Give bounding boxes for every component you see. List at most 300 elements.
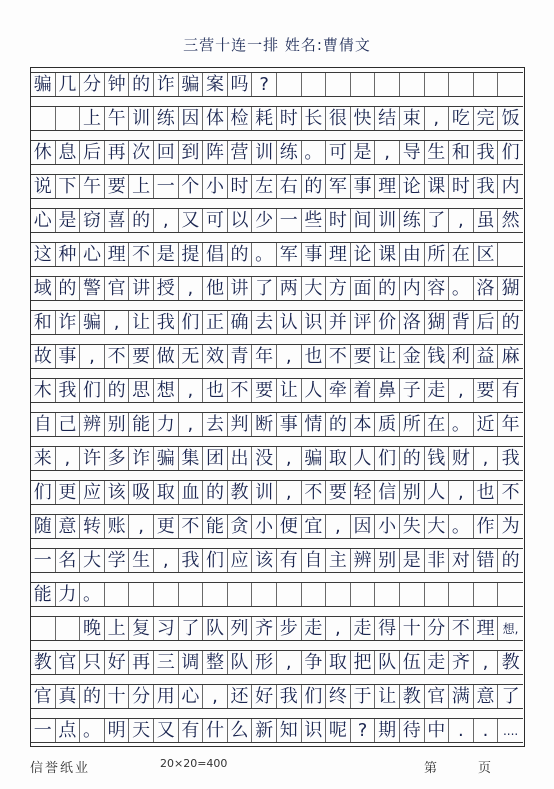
grid-cell: 几: [56, 73, 81, 96]
grid-cell: 队: [375, 651, 400, 674]
grid-cell: 让: [375, 345, 400, 368]
grid-cell: 内: [501, 175, 520, 197]
grid-cell: 断: [252, 413, 277, 436]
grid-cell: 吗: [228, 73, 253, 96]
grid-cell: 骗: [31, 73, 56, 96]
grid-cell: 么: [228, 719, 253, 742]
grid-cell: [252, 583, 277, 606]
grid-cell: 们: [179, 311, 204, 334]
grid-cell: 结: [375, 107, 400, 130]
grid-cell: 牵: [326, 379, 351, 402]
grid-cell: [302, 583, 327, 606]
grid-cell: 的: [80, 685, 105, 708]
grid-cell: 耗: [252, 107, 277, 130]
grid-cell: [375, 583, 400, 606]
grid-cell: 也: [474, 481, 499, 504]
grid-cell: 大: [425, 515, 450, 538]
grid-cell: 明: [105, 719, 130, 742]
grid-cell: 不: [326, 345, 351, 368]
grid-cell: 步: [277, 617, 302, 640]
grid-cell: 复: [129, 617, 154, 640]
grid-cell: 呢: [326, 719, 351, 742]
grid-cell: 想,: [502, 621, 519, 636]
grid-cell: 要: [474, 379, 499, 402]
grid-cell: 我: [474, 141, 499, 164]
grid-cell: ,: [56, 447, 81, 470]
footer-brand: 信誉纸业: [30, 761, 91, 776]
grid-cell: [56, 107, 81, 130]
grid-cell: ,: [179, 277, 204, 300]
grid-cell: 课: [425, 175, 450, 198]
grid-cell: 可: [203, 209, 228, 232]
grid-cell: 和: [31, 311, 56, 334]
grid-cell: 并: [326, 311, 351, 334]
grid-cell: [105, 583, 130, 606]
grid-cell: 鼻: [375, 379, 400, 402]
grid-cell: 右: [277, 175, 302, 198]
grid-cell: 名: [56, 549, 81, 572]
grid-cell: 事: [302, 243, 327, 266]
grid-cell: 们: [375, 447, 400, 470]
grid-cell: 于: [351, 685, 376, 708]
grid-cell: 子: [400, 379, 425, 402]
grid-cell: 快: [351, 107, 376, 130]
grid-cell: 让: [375, 685, 400, 708]
grid-cell: 认: [277, 311, 302, 334]
grid-cell: 时: [277, 107, 302, 130]
grid-cell: 转: [80, 515, 105, 538]
grid-cell: [154, 583, 179, 606]
grid-cell: 自: [31, 413, 56, 436]
grid-cell: 木: [31, 379, 56, 402]
grid-cell: 训: [375, 209, 400, 232]
grid-cell: 便: [277, 515, 302, 538]
grid-cell: 军: [326, 175, 351, 198]
grid-cell: 对: [449, 549, 474, 572]
grid-cell: 可: [326, 141, 351, 164]
grid-cell: 能: [203, 515, 228, 538]
grid-cell: 去: [252, 311, 277, 334]
grid-row: [31, 72, 523, 97]
grid-cell: ,: [154, 209, 179, 232]
grid-cell: 小: [203, 175, 228, 198]
grid-cell: ,: [105, 311, 130, 334]
grid-cell: 一: [31, 549, 56, 572]
header-title: 三营十连一排 姓名:曹倩文: [183, 36, 371, 54]
grid-cell: 吃: [449, 107, 474, 130]
grid-cell: ,: [277, 651, 302, 674]
grid-row: [31, 718, 523, 743]
grid-cell: 利: [449, 345, 474, 368]
grid-cell: 上: [105, 617, 130, 640]
grid-cell: 心: [80, 243, 105, 266]
grid-cell: 事: [56, 345, 81, 368]
grid-cell: 自: [302, 549, 327, 572]
grid-cell: 下: [56, 175, 81, 198]
grid-cell: [351, 73, 376, 96]
grid-cell: 息: [56, 141, 81, 164]
grid-cell: 面: [351, 277, 376, 300]
grid-cell: 由: [400, 243, 425, 266]
grid-cell: 的: [203, 481, 228, 504]
grid-cell: 练: [400, 209, 425, 232]
grid-cell: [56, 617, 81, 640]
grid-cell: 识: [302, 719, 327, 742]
grid-cell: 的: [501, 549, 520, 571]
grid-cell: 账: [105, 515, 130, 538]
grid-cell: 次: [129, 141, 154, 164]
grid-cell: 要: [105, 175, 130, 198]
grid-cell: [425, 583, 450, 606]
grid-cell: 们: [80, 379, 105, 402]
grid-cell: 训: [252, 481, 277, 504]
grid-cell: 金: [400, 345, 425, 368]
grid-cell: 取: [326, 651, 351, 674]
grid-cell: 时: [228, 175, 253, 198]
grid-cell: [326, 73, 351, 96]
grid-cell: 形: [252, 651, 277, 674]
grid-cell: 真: [56, 685, 81, 708]
grid-cell: ?: [351, 719, 376, 742]
grid-cell: 取: [154, 481, 179, 504]
grid-cell: 洛: [400, 311, 425, 334]
grid-cell: 有: [277, 549, 302, 572]
grid-cell: 营: [228, 141, 253, 164]
grid-cell: 心: [179, 685, 204, 708]
grid-cell: 诈: [56, 311, 81, 334]
grid-cell: [498, 73, 523, 96]
grid-row: [31, 582, 523, 607]
grid-cell: 小: [375, 515, 400, 538]
grid-cell: 来: [31, 447, 56, 470]
grid-cell: 休: [31, 141, 56, 164]
grid-cell: ,: [129, 515, 154, 538]
grid-row: [31, 684, 523, 709]
grid-cell: 不: [129, 243, 154, 266]
grid-cell: 为: [501, 515, 520, 537]
grid-cell: 阵: [203, 141, 228, 164]
grid-cell: 这: [31, 243, 56, 266]
grid-cell: .: [474, 719, 499, 742]
grid-cell: 己: [56, 413, 81, 436]
grid-cell: 应: [228, 549, 253, 572]
grid-cell: 教: [501, 651, 520, 673]
grid-cell: 出: [228, 447, 253, 470]
grid-cell: 没: [252, 447, 277, 470]
grid-cell: 辨: [80, 413, 105, 436]
grid-cell: 所: [425, 243, 450, 266]
grid-cell: 训: [252, 141, 277, 164]
grid-cell: [228, 583, 253, 606]
grid-cell: 是: [400, 549, 425, 572]
grid-cell: 。: [302, 141, 327, 164]
grid-cell: 终: [326, 685, 351, 708]
grid-cell: 不: [449, 617, 474, 640]
grid-cell: 要: [351, 345, 376, 368]
grid-cell: 的: [228, 243, 253, 266]
grid-cell: 人: [425, 481, 450, 504]
grid-cell: 学: [105, 549, 130, 572]
grid-cell: 骗: [154, 447, 179, 470]
grid-cell: 一: [154, 175, 179, 198]
grid-cell: 知: [277, 719, 302, 742]
grid-cell: [400, 73, 425, 96]
grid-cell: 警: [80, 277, 105, 300]
grid-cell: 作: [474, 515, 499, 538]
grid-cell: 分: [129, 685, 154, 708]
grid-cell: 练: [277, 141, 302, 164]
grid-cell: 点: [56, 719, 81, 742]
grid-cell: [277, 583, 302, 606]
grid-cell: 力: [56, 583, 81, 606]
grid-cell: 价: [375, 311, 400, 334]
grid-cell: 长: [302, 107, 327, 130]
grid-cell: 争: [302, 651, 327, 674]
grid-cell: 三: [154, 651, 179, 674]
grid-cell: [179, 583, 204, 606]
grid-cell: 不: [105, 345, 130, 368]
grid-cell: ,: [375, 141, 400, 164]
grid-cell: 官: [56, 651, 81, 674]
grid-cell: 有: [501, 379, 520, 401]
grid-cell: .: [449, 719, 474, 742]
grid-cell: 满: [449, 685, 474, 708]
grid-cell: 。: [80, 583, 105, 606]
grid-cell: 虽: [474, 209, 499, 232]
grid-cell: 少: [252, 209, 277, 232]
grid-cell: 在: [425, 413, 450, 436]
grid-cell: 钱: [425, 447, 450, 470]
grid-cell: 了: [252, 277, 277, 300]
grid-cell: 和: [449, 141, 474, 164]
grid-cell: ,: [203, 685, 228, 708]
grid-row: [31, 446, 523, 471]
grid-cell: 在: [449, 243, 474, 266]
grid-cell: 理: [326, 243, 351, 266]
grid-cell: 我: [179, 549, 204, 572]
grid-cell: 们: [31, 481, 56, 504]
grid-cell: 有: [179, 719, 204, 742]
grid-cell: 宜: [302, 515, 327, 538]
grid-cell: 的: [501, 311, 520, 333]
grid-cell: 以: [228, 209, 253, 232]
grid-cell: 队: [228, 651, 253, 674]
grid-cell: 区: [474, 243, 499, 266]
grid-cell: 们: [501, 141, 520, 163]
grid-cell: 钟: [105, 73, 130, 96]
grid-cell: 大: [302, 277, 327, 300]
grid-cell: ,: [474, 651, 499, 674]
grid-cell: 回: [154, 141, 179, 164]
grid-cell: [449, 583, 474, 606]
grid-cell: 着: [351, 379, 376, 402]
grid-cell: 好: [252, 685, 277, 708]
grid-cell: 了: [179, 617, 204, 640]
grid-cell: ?: [252, 73, 277, 96]
grid-cell: 更: [56, 481, 81, 504]
grid-cell: 思: [129, 379, 154, 402]
grid-cell: 所: [400, 413, 425, 436]
grid-cell: 辨: [351, 549, 376, 572]
grid-cell: 猢: [425, 311, 450, 334]
grid-cell: 的: [375, 277, 400, 300]
grid-cell: 饭: [501, 107, 520, 129]
grid-cell: 诈: [129, 447, 154, 470]
grid-cell: 到: [179, 141, 204, 164]
grid-cell: 财: [449, 447, 474, 470]
grid-cell: 意: [56, 515, 81, 538]
footer-page-label-2: 页: [478, 761, 492, 776]
grid-cell: [425, 73, 450, 96]
grid-cell: 主: [326, 549, 351, 572]
grid-cell: ....: [502, 723, 519, 738]
grid-cell: ,: [326, 515, 351, 538]
grid-cell: 论: [400, 175, 425, 198]
grid-cell: 他: [203, 277, 228, 300]
grid-cell: [449, 73, 474, 96]
grid-cell: 待: [400, 719, 425, 742]
grid-row: [31, 480, 523, 505]
grid-cell: ,: [277, 345, 302, 368]
grid-row: [31, 378, 523, 403]
grid-cell: 两: [277, 277, 302, 300]
grid-cell: 大: [80, 549, 105, 572]
grid-cell: 效: [203, 345, 228, 368]
grid-cell: 是: [56, 209, 81, 232]
grid-cell: 评: [351, 311, 376, 334]
grid-cell: 要: [252, 379, 277, 402]
grid-cell: 教: [400, 685, 425, 708]
grid-cell: 一: [31, 719, 56, 742]
grid-cell: 内: [400, 277, 425, 300]
grid-row: [31, 242, 523, 267]
grid-cell: 窃: [80, 209, 105, 232]
grid-cell: 上: [80, 107, 105, 130]
grid-cell: 的: [129, 73, 154, 96]
grid-cell: 军: [277, 243, 302, 266]
grid-cell: 钱: [425, 345, 450, 368]
grid-cell: 分: [80, 73, 105, 96]
footer-grid-spec: 20×20=400: [160, 757, 228, 770]
grid-cell: ,: [277, 481, 302, 504]
grid-cell: 诈: [154, 73, 179, 96]
grid-cell: 因: [179, 107, 204, 130]
grid-cell: 整: [203, 651, 228, 674]
grid-cell: 方: [326, 277, 351, 300]
grid-cell: 因: [351, 515, 376, 538]
grid-cell: 我: [56, 379, 81, 402]
grid-cell: [474, 583, 499, 606]
grid-cell: [31, 617, 56, 640]
grid-cell: 训: [129, 107, 154, 130]
grid-cell: ,: [474, 447, 499, 470]
grid-cell: [302, 73, 327, 96]
grid-cell: 域: [31, 277, 56, 300]
grid-cell: 的: [129, 209, 154, 232]
grid-cell: 能: [31, 583, 56, 606]
grid-cell: ,: [154, 549, 179, 572]
grid-cell: 想: [154, 379, 179, 402]
grid-cell: 应: [80, 481, 105, 504]
grid-cell: 故: [31, 345, 56, 368]
grid-cell: [400, 583, 425, 606]
grid-cell: 倡: [203, 243, 228, 266]
grid-cell: 很: [326, 107, 351, 130]
grid-cell: 猢: [501, 277, 520, 299]
grid-cell: 也: [203, 379, 228, 402]
grid-cell: 什: [203, 719, 228, 742]
grid-cell: 队: [203, 617, 228, 640]
grid-cell: 好: [105, 651, 130, 674]
grid-cell: 。: [80, 719, 105, 742]
grid-cell: 人: [302, 379, 327, 402]
grid-cell: 更: [154, 515, 179, 538]
grid-cell: 走: [425, 651, 450, 674]
grid-cell: 质: [375, 413, 400, 436]
grid-cell: 贪: [228, 515, 253, 538]
grid-cell: 血: [179, 481, 204, 504]
grid-cell: 识: [302, 311, 327, 334]
grid-cell: 容: [425, 277, 450, 300]
grid-cell: 的: [56, 277, 81, 300]
grid-cell: 些: [302, 209, 327, 232]
grid-cell: 案: [203, 73, 228, 96]
grid-cell: 理: [474, 617, 499, 640]
grid-row: [31, 344, 523, 369]
grid-cell: 种: [56, 243, 81, 266]
grid-cell: 只: [80, 651, 105, 674]
grid-cell: 个: [179, 175, 204, 198]
grid-cell: [498, 583, 523, 606]
grid-cell: 小: [252, 515, 277, 538]
grid-row: [31, 650, 523, 675]
grid-cell: 授: [154, 277, 179, 300]
grid-cell: 然: [501, 209, 520, 231]
grid-cell: 吸: [129, 481, 154, 504]
grid-cell: ,: [449, 481, 474, 504]
grid-cell: 要: [326, 481, 351, 504]
grid-cell: 喜: [105, 209, 130, 232]
grid-cell: 们: [302, 685, 327, 708]
grid-row: [31, 514, 523, 539]
grid-cell: 年: [252, 345, 277, 368]
grid-cell: 事: [351, 175, 376, 198]
grid-cell: 。: [449, 413, 474, 436]
grid-cell: 束: [400, 107, 425, 130]
grid-cell: 天: [129, 719, 154, 742]
grid-cell: 我: [501, 447, 520, 469]
grid-cell: 本: [351, 413, 376, 436]
grid-cell: 又: [154, 719, 179, 742]
grid-cell: 理: [375, 175, 400, 198]
grid-cell: 轻: [351, 481, 376, 504]
grid-cell: 习: [154, 617, 179, 640]
grid-cell: 力: [154, 413, 179, 436]
grid-cell: 时: [449, 175, 474, 198]
grid-cell: 走: [351, 617, 376, 640]
grid-cell: 讲: [228, 277, 253, 300]
grid-cell: 失: [400, 515, 425, 538]
grid-cell: 上: [129, 175, 154, 198]
grid-cell: ,: [179, 413, 204, 436]
grid-cell: 情: [302, 413, 327, 436]
grid-cell: 提: [179, 243, 204, 266]
grid-cell: 导: [400, 141, 425, 164]
grid-cell: 再: [129, 651, 154, 674]
grid-cell: 团: [203, 447, 228, 470]
grid-cell: 别: [400, 481, 425, 504]
grid-cell: 随: [31, 515, 56, 538]
